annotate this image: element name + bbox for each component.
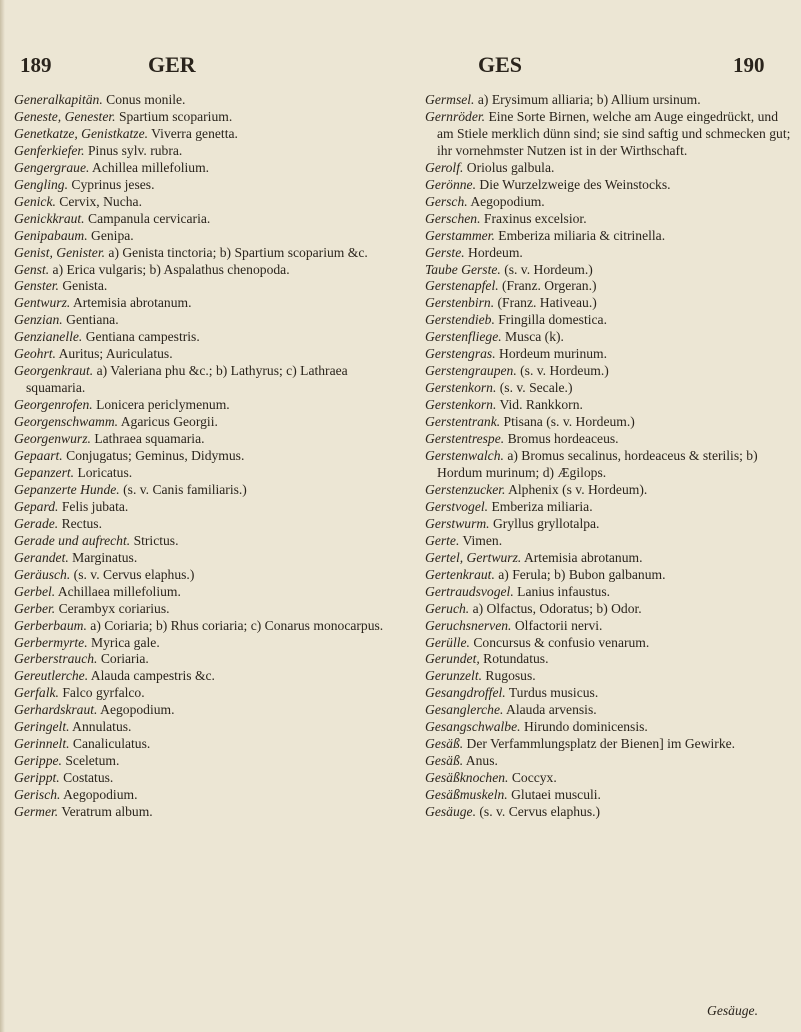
entry-headword: Gerippe. [14,753,62,769]
entry-definition: Coccyx. [511,770,557,786]
right-page-number: 190 [733,53,765,77]
dictionary-entry [14,295,387,312]
entry-definition: Bromus hordeaceus. [507,431,619,447]
dictionary-entry [425,584,795,601]
dictionary-entry [14,92,387,109]
dictionary-entry [14,143,387,160]
entry-headword: Gernröder. [425,108,486,124]
dictionary-entry [14,651,387,668]
dictionary-entry [14,567,387,584]
entry-headword: Gerade. [14,515,59,531]
dictionary-entry [425,194,795,211]
entry-headword: Gerstentrespe. [425,431,505,447]
entry-definition: Strictus. [133,532,179,548]
entry-headword: Georgenrofen. [14,397,93,413]
entry-definition: Eine Sorte Birnen, welche am Auge eingedrückt, und am Stiele merklich dünn sind; sie sind saftig und schmecken gut; ihr vornehmster Nutzen ist in der Wirthschaft. [437,108,791,158]
entry-headword: Gertraudsvogel. [425,583,514,599]
entry-headword: Gerstentrank. [425,414,501,430]
dictionary-entry [425,397,795,414]
entry-headword: Geohrt. [14,346,56,362]
dictionary-entry [14,363,387,397]
entry-definition: Rotundatus. [483,651,549,667]
entry-definition: (s. v. Cervus elaphus.) [479,804,601,820]
entry-headword: Gerundet, [425,651,480,667]
dictionary-entry [425,346,795,363]
entry-headword: Gerstvogel. [425,498,489,514]
dictionary-entry [14,448,387,465]
entry-definition: Emberiza miliaria & citrinella. [498,227,666,243]
dictionary-entry [14,668,387,685]
entry-definition: Achillea millefolium. [92,159,210,175]
entry-headword: Geräusch. [14,566,71,582]
entry-headword: Gentwurz. [14,295,71,311]
entry-definition: Auritus; Auriculatus. [58,346,173,362]
dictionary-entry [425,601,795,618]
entry-definition: Vimen. [462,532,503,548]
entry-headword: Gesäß. [425,753,464,769]
dictionary-entry [425,804,795,821]
entry-headword: Gerstenbirn. [425,295,495,311]
dictionary-entry [14,736,387,753]
entry-headword: Gerülle. [425,634,470,650]
entry-definition: (s. v. Cervus elaphus.) [73,566,195,582]
dictionary-entry [425,516,795,533]
entry-definition: Glutaei musculi. [511,787,601,803]
entry-headword: Gesäß. [425,736,464,752]
entry-headword: Genipabaum. [14,227,88,243]
entry-headword: Gerinnelt. [14,736,70,752]
entry-definition: Loricatus. [77,464,133,480]
entry-headword: Gesangdroffel. [425,685,506,701]
catchword: Gesäuge. [707,1003,758,1018]
dictionary-entry [14,719,387,736]
entry-definition: (Franz. Hativeau.) [497,295,597,311]
entry-headword: Genzianelle. [14,329,83,345]
dictionary-entry [14,194,387,211]
dictionary-entry [14,804,387,821]
left-column [14,92,387,821]
entry-definition: Musca (k). [505,329,564,345]
dictionary-entry [14,787,387,804]
entry-definition: Sceletum. [65,753,120,769]
entry-headword: Gepaart. [14,448,63,464]
entry-headword: Gerstendieb. [425,312,495,328]
entry-definition: Agaricus Georgii. [120,414,218,430]
entry-headword: Gerunzelt. [425,668,483,684]
entry-headword: Geruch. [425,600,470,616]
entry-definition: Alphenix (s v. Hordeum). [508,481,648,497]
dictionary-entry [425,668,795,685]
dictionary-entry [14,329,387,346]
entry-headword: Genist, Genister. [14,244,105,260]
dictionary-entry [14,245,387,262]
entry-definition: Pinus sylv. rubra. [88,142,183,158]
dictionary-entry [425,719,795,736]
left-running-head: GER [148,52,196,77]
entry-definition: (s. v. Secale.) [499,380,573,396]
dictionary-entry [425,312,795,329]
entry-definition: Lonicera periclymenum. [96,397,230,413]
entry-definition: a) Coriaria; b) Rhus coriaria; c) Conarus monocarpus. [90,617,384,633]
dictionary-entry [14,533,387,550]
dictionary-entry [425,278,795,295]
entry-definition: Myrica gale. [91,634,160,650]
entry-definition: Conjugatus; Geminus, Didymus. [66,448,245,464]
entry-headword: Gerhardskraut. [14,702,98,718]
entry-definition: Fraxinus excelsior. [483,210,587,226]
entry-definition: Ptisana (s. v. Hordeum.) [503,414,635,430]
dictionary-entry [425,651,795,668]
entry-headword: Gerbermyrte. [14,634,88,650]
entry-definition: (s. v. Hordeum.) [504,261,593,277]
page-header [0,52,801,82]
entry-headword: Gerstwurm. [425,515,490,531]
entry-headword: Gerstenfliege. [425,329,502,345]
dictionary-entry [14,431,387,448]
entry-headword: Gerber. [14,600,56,616]
entry-definition: Hordeum. [468,244,523,260]
entry-definition: Coriaria. [100,651,149,667]
entry-headword: Geruchsnerven. [425,617,512,633]
entry-definition: Lanius infaustus. [517,583,611,599]
entry-definition: Artemisia abrotanum. [523,549,643,565]
entry-headword: Gesanglerche. [425,702,504,718]
entry-headword: Gesangschwalbe. [425,719,521,735]
entry-definition: Turdus musicus. [508,685,599,701]
dictionary-entry [425,363,795,380]
entry-headword: Genst. [14,261,50,277]
entry-definition: Anus. [465,753,498,769]
entry-headword: Georgenschwamm. [14,414,119,430]
entry-headword: Genetkatze, Genistkatze. [14,125,149,141]
entry-headword: Gesäuge. [425,804,476,820]
dictionary-entry [425,380,795,397]
entry-headword: Gerönne. [425,176,476,192]
dictionary-entry [425,702,795,719]
entry-definition: Costatus. [63,770,114,786]
dictionary-entry [425,109,795,160]
entry-headword: Gengling. [14,176,68,192]
entry-headword: Gerfalk. [14,685,59,701]
entry-headword: Gerste. [425,244,465,260]
entry-definition: Vid. Rankkorn. [499,397,583,413]
dictionary-entry [425,262,795,279]
entry-definition: a) Erica vulgaris; b) Aspalathus chenopoda. [52,261,290,277]
entry-definition: Aegopodium. [100,702,175,718]
dictionary-entry [14,635,387,652]
entry-definition: Canaliculatus. [72,736,151,752]
right-column [425,92,795,821]
entry-definition: Conus monile. [106,92,186,107]
dictionary-entry [425,245,795,262]
entry-definition: a) Genista tinctoria; b) Spartium scoparium &c. [108,244,368,260]
entry-definition: Cyprinus jeses. [71,176,155,192]
dictionary-entry [425,770,795,787]
entry-definition: Die Wurzelzweige des Weinstocks. [479,176,671,192]
entry-definition: Gentiana. [66,312,119,328]
entry-definition: Artemisia abrotanum. [72,295,192,311]
entry-headword: Gertel, Gertwurz. [425,549,522,565]
entry-headword: Gersch. [425,193,468,209]
entry-headword: Gerstenapfel. [425,278,499,294]
entry-headword: Gertenkraut. [425,566,495,582]
entry-headword: Gesäßmuskeln. [425,787,508,803]
entry-headword: Geringelt. [14,719,70,735]
dictionary-entry [14,584,387,601]
entry-definition: a) Ferula; b) Bubon galbanum. [498,566,666,582]
entry-headword: Gerschen. [425,210,481,226]
dictionary-entry [14,702,387,719]
entry-definition: Genipa. [91,227,134,243]
entry-definition: Spartium scoparium. [118,108,233,124]
entry-definition: (s. v. Hordeum.) [520,363,609,379]
entry-definition: Emberiza miliaria. [491,498,593,514]
entry-definition: Alauda campestris &c. [90,668,215,684]
dictionary-entry [425,685,795,702]
dictionary-entry [425,92,795,109]
entry-headword: Gerolf. [425,159,464,175]
entry-headword: Gerstenkorn. [425,380,497,396]
entry-headword: Generalkapitän. [14,92,103,107]
dictionary-entry [14,753,387,770]
dictionary-entry [14,278,387,295]
entry-headword: Gerstenzucker. [425,481,506,497]
entry-headword: Gerstenkorn. [425,397,497,413]
dictionary-entry [425,329,795,346]
entry-headword: Genickkraut. [14,210,85,226]
dictionary-entry [425,482,795,499]
dictionary-entry [14,499,387,516]
dictionary-entry [425,753,795,770]
dictionary-entry [425,160,795,177]
dictionary-entry [14,397,387,414]
dictionary-entry [425,567,795,584]
dictionary-entry [425,618,795,635]
entry-headword: Taube Gerste. [425,261,501,277]
entry-definition: (Franz. Orgeran.) [502,278,597,294]
dictionary-entry [14,414,387,431]
entry-definition: a) Erysimum alliaria; b) Allium ursinum. [477,92,701,107]
entry-definition: Olfactorii nervi. [514,617,603,633]
entry-definition: Achillaea millefolium. [57,583,181,599]
entry-definition: Veratrum album. [61,804,153,820]
entry-definition: Rugosus. [485,668,536,684]
entry-headword: Gepanzerte Hunde. [14,481,120,497]
dictionary-entry [14,601,387,618]
dictionary-entry [425,211,795,228]
entry-definition: Cervix, Nucha. [59,193,142,209]
entry-definition: Falco gyrfalco. [62,685,145,701]
entry-headword: Georgenwurz. [14,431,91,447]
entry-headword: Gerte. [425,532,460,548]
entry-headword: Germer. [14,804,59,820]
entry-definition: Hirundo dominicensis. [523,719,648,735]
entry-headword: Gengergraue. [14,159,90,175]
entry-headword: Gesäßknochen. [425,770,509,786]
dictionary-entry [425,414,795,431]
dictionary-entry [425,635,795,652]
dictionary-entry [14,211,387,228]
dictionary-entry [425,787,795,804]
entry-definition: Felis jubata. [61,498,129,514]
entry-definition: Annulatus. [72,719,132,735]
entry-headword: Gepanzert. [14,464,75,480]
dictionary-entry [14,177,387,194]
entry-definition: (s. v. Canis familiaris.) [123,481,247,497]
entry-headword: Gerberstrauch. [14,651,98,667]
entry-headword: Gerstengraupen. [425,363,517,379]
dictionary-entry [425,228,795,245]
entry-definition: Aegopodium. [470,193,545,209]
entry-definition: Gentiana campestris. [85,329,200,345]
dictionary-entry [425,550,795,567]
dictionary-entry [14,465,387,482]
entry-definition: Viverra genetta. [151,125,238,141]
entry-definition: Rectus. [61,515,102,531]
entry-definition: Oriolus galbula. [466,159,555,175]
dictionary-entry [425,533,795,550]
entry-headword: Gereutlerche. [14,668,89,684]
dictionary-entry [425,177,795,194]
page-edge-shadow [0,0,5,1032]
dictionary-entry [14,770,387,787]
dictionary-entry [14,346,387,363]
entry-headword: Germsel. [425,92,475,107]
entry-definition: Campanula cervicaria. [88,210,211,226]
entry-definition: a) Olfactus, Odoratus; b) Odor. [472,600,642,616]
entry-headword: Gerstammer. [425,227,495,243]
dictionary-entry [425,499,795,516]
entry-definition: Marginatus. [72,549,138,565]
entry-headword: Gerstenwalch. [425,448,504,464]
dictionary-entry [14,109,387,126]
entry-headword: Gepard. [14,498,59,514]
entry-definition: Cerambyx coriarius. [58,600,170,616]
entry-headword: Gerippt. [14,770,60,786]
entry-definition: Fringilla domestica. [498,312,607,328]
entry-definition: Aegopodium. [63,787,138,803]
dictionary-entry [425,448,795,482]
entry-headword: Genster. [14,278,59,294]
entry-headword: Gerisch. [14,787,61,803]
entry-definition: a) Bromus secalinus, hordeaceus & sterilis; b) Hordum murinum; d) Ægilops. [437,448,758,480]
dictionary-entry [425,431,795,448]
entry-headword: Geneste, Genester. [14,108,116,124]
dictionary-entry [14,685,387,702]
dictionary-entry [14,160,387,177]
dictionary-entry [14,482,387,499]
dictionary-entry [14,228,387,245]
entry-headword: Gerstengras. [425,346,496,362]
entry-headword: Gerandet. [14,549,69,565]
entry-definition: a) Valeriana phu &c.; b) Lathyrus; c) Lathraea squamaria. [26,363,348,396]
left-page-number: 189 [20,53,52,77]
entry-headword: Georgenkraut. [14,363,94,379]
dictionary-entry [14,312,387,329]
entry-headword: Genzian. [14,312,63,328]
dictionary-entry [425,736,795,753]
entry-headword: Gerbel. [14,583,56,599]
right-running-head: GES [478,52,523,77]
entry-headword: Gerade und aufrecht. [14,532,131,548]
dictionary-entry [14,262,387,279]
dictionary-entry [425,295,795,312]
entry-definition: Der Verfammlungsplatz der Bienen] im Gewirke. [466,736,736,752]
entry-definition: Hordeum murinum. [499,346,608,362]
entry-headword: Gerberbaum. [14,617,87,633]
dictionary-entry [14,550,387,567]
entry-definition: Concursus & confusio venarum. [473,634,650,650]
entry-definition: Genista. [62,278,108,294]
entry-headword: Genick. [14,193,56,209]
entry-headword: Genferkiefer. [14,142,85,158]
entry-definition: Gryllus gryllotalpa. [492,515,600,531]
entry-definition: Alauda arvensis. [506,702,597,718]
dictionary-entry [14,516,387,533]
dictionary-entry [14,618,387,635]
entry-definition: Lathraea squamaria. [94,431,205,447]
dictionary-entry [14,126,387,143]
